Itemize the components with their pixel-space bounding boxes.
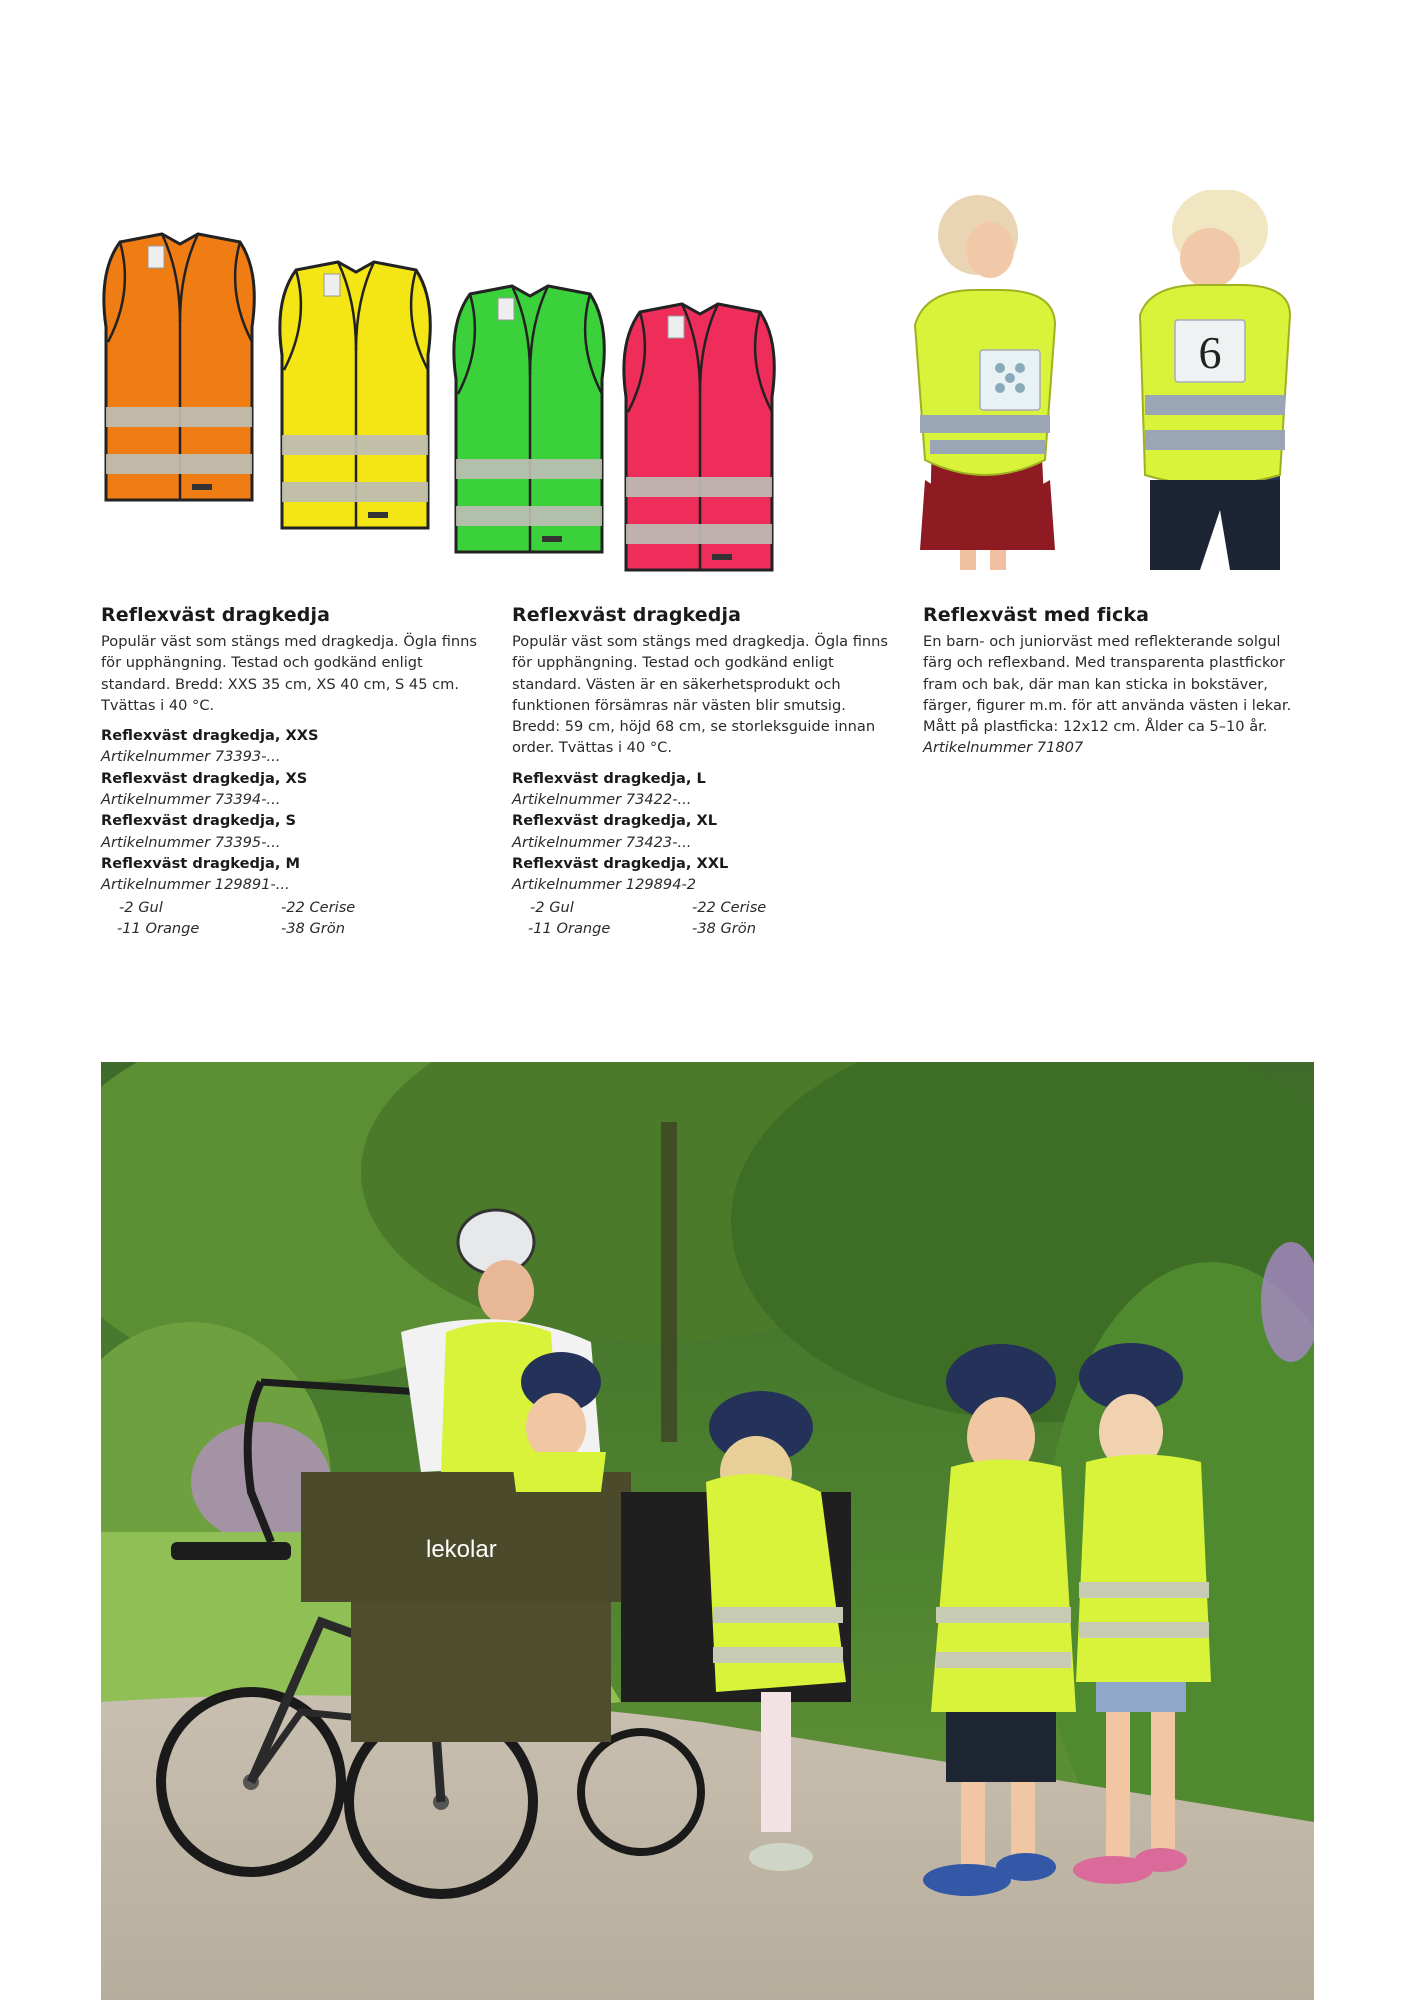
article-number-m: Artikelnummer 129891-... xyxy=(101,876,290,894)
article-number-xs: Artikelnummer 73394-... xyxy=(101,791,281,809)
variant-name-m: Reflexväst dragkedja, M xyxy=(101,854,300,872)
variant-name-xxl: Reflexväst dragkedja, XXL xyxy=(512,854,729,872)
variant-list xyxy=(512,768,892,896)
variant-name-xl: Reflexväst dragkedja, XL xyxy=(512,812,717,830)
bike-brand-logo: lekolar xyxy=(426,1536,497,1563)
variant-list xyxy=(101,725,481,895)
variant-name-s: Reflexväst dragkedja, S xyxy=(101,812,296,830)
color-code: -11 Orange xyxy=(528,919,611,937)
color-codes xyxy=(101,897,481,940)
green-vest xyxy=(454,286,604,552)
article-number-xl: Artikelnummer 73423-... xyxy=(512,833,692,851)
color-codes xyxy=(512,897,892,940)
cerise-vest xyxy=(624,304,774,570)
article-number-l: Artikelnummer 73422-... xyxy=(512,791,692,809)
article-number-s: Artikelnummer 73395-... xyxy=(101,833,281,851)
color-code: -22 Cerise xyxy=(281,898,356,916)
color-code: -22 Cerise xyxy=(692,898,767,916)
color-code: -11 Orange xyxy=(117,919,200,937)
color-code: -2 Gul xyxy=(530,898,574,916)
product-title: Reflexväst dragkedja xyxy=(512,604,741,626)
color-code: -38 Grön xyxy=(281,919,345,937)
article-number: Artikelnummer 71807 xyxy=(923,739,1084,757)
product-description: En barn- och juniorväst med reflekterande solgul färg och reflexband. Med transparenta plastfickor fram och bak, där man kan sticka in bokstäver, färger, figurer m.m. för att använda västen i lekar. Mått på plastficka: 12x12 cm. Ålder ca 5–10 år. xyxy=(923,633,1292,736)
color-code: -38 Grön xyxy=(692,919,756,937)
color-code: -2 Gul xyxy=(119,898,163,916)
kids-pocket-vest-photo xyxy=(905,190,1325,575)
product-description: Populär väst som stängs med dragkedja. Ögla finns för upphängning. Testad och godkänd enligt standard. Bredd: XXS 35 cm, XS 40 cm, S 45 cm. Tvättas i 40 °C. xyxy=(101,633,478,714)
variant-name-xs: Reflexväst dragkedja, XS xyxy=(101,769,308,787)
variant-name-xxs: Reflexväst dragkedja, XXS xyxy=(101,727,319,745)
article-number-xxs: Artikelnummer 73393-... xyxy=(101,748,281,766)
product-column-zip-small xyxy=(101,602,481,939)
product-title: Reflexväst med ficka xyxy=(923,604,1150,626)
variant-name-l: Reflexväst dragkedja, L xyxy=(512,769,706,787)
product-description: Populär väst som stängs med dragkedja. Ögla finns för upphängning. Testad och godkänd enligt standard. Västen är en säkerhetsprodukt och funktionen försämras när västen blir smutsig. Bredd: 59 cm, höjd 68 cm, se storleksguide innan order. Tvättas i 40 °C. xyxy=(512,633,889,757)
boy-figure xyxy=(1140,190,1290,570)
article-number-xxl: Artikelnummer 129894-2 xyxy=(512,876,697,894)
yellow-vest xyxy=(280,262,430,528)
cargo-bike-lifestyle-photo xyxy=(101,1062,1314,2000)
product-title: Reflexväst dragkedja xyxy=(101,604,330,626)
pocket-number: 6 xyxy=(1198,327,1222,378)
orange-vest xyxy=(104,234,254,500)
product-column-zip-large xyxy=(512,602,892,939)
vest-product-photo xyxy=(96,222,826,582)
product-column-pocket-vest xyxy=(923,602,1303,759)
girl-figure xyxy=(915,195,1055,570)
